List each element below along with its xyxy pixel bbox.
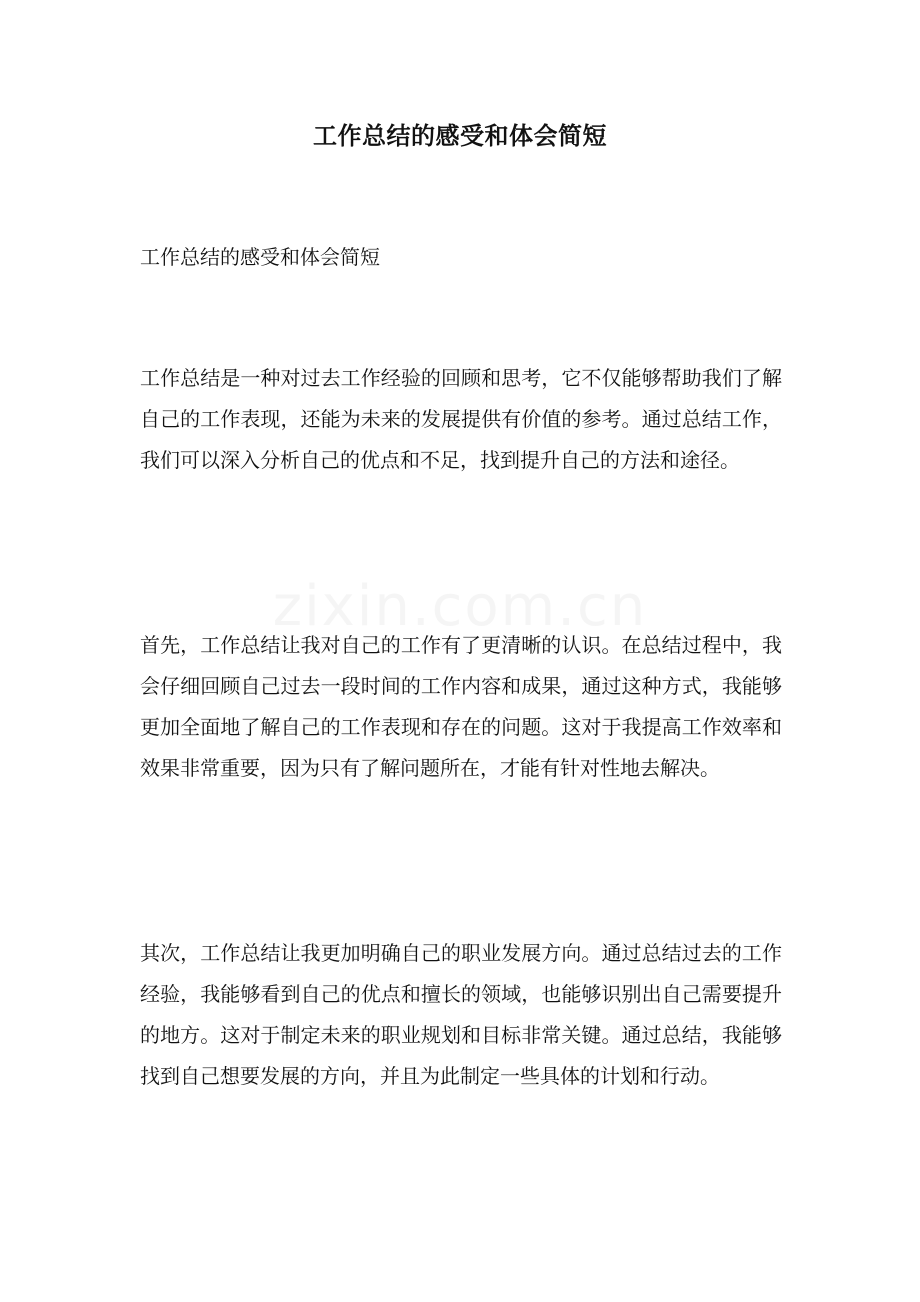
paragraph-second: 其次，工作总结让我更加明确自己的职业发展方向。通过总结过去的工作经验，我能够看到自己的优点和擅长的领域，也能够识别出自己需要提升的地方。这对于制定未来的职业规划和目标非常关键。通过总结，我能够找到自己想要发展的方向，并且为此制定一些具体的计划和行动。 (140, 941, 782, 1088)
paragraph-first: 首先，工作总结让我对自己的工作有了更清晰的认识。在总结过程中，我会仔细回顾自己过去一段时间的工作内容和成果，通过这种方式，我能够更加全面地了解自己的工作表现和存在的问题。这对于我提高工作效率和效果非常重要，因为只有了解问题所在，才能有针对性地去解决。 (140, 633, 782, 780)
document-subtitle: 工作总结的感受和体会简短 (140, 245, 380, 269)
watermark: zixin.com.cn (272, 574, 648, 639)
document-title: 工作总结的感受和体会简短 (313, 121, 607, 150)
paragraph-intro: 工作总结是一种对过去工作经验的回顾和思考，它不仅能够帮助我们了解自己的工作表现，还能为未来的发展提供有价值的参考。通过总结工作，我们可以深入分析自己的优点和不足，找到提升自己的方法和途径。 (140, 366, 782, 472)
